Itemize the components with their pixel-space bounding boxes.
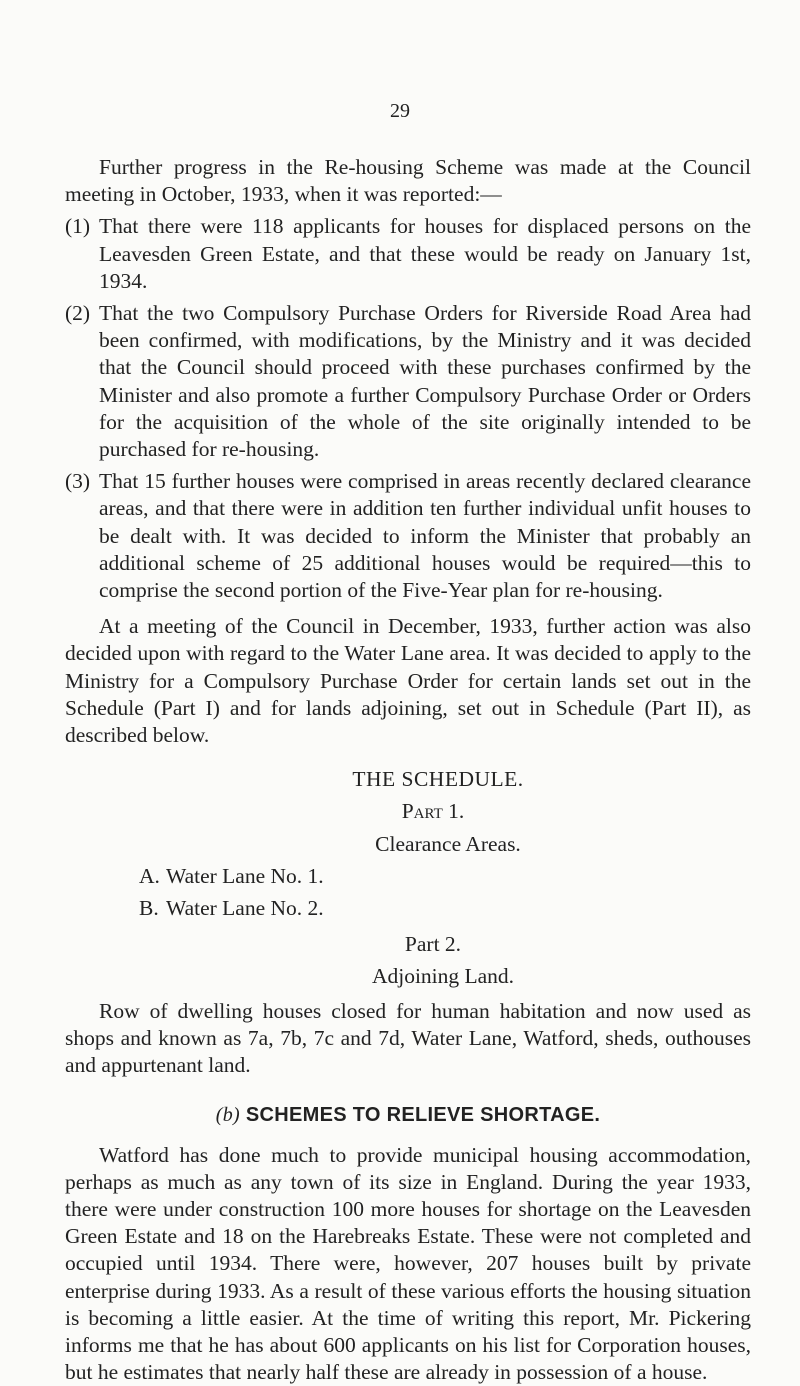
reported-item-2 (65, 300, 751, 463)
area-letter: A. (139, 863, 161, 890)
schedule-title: THE SCHEDULE. (65, 766, 751, 793)
page-number: 29 (0, 100, 800, 123)
area-name: Water Lane No. 1. (166, 864, 324, 888)
document-body (65, 154, 751, 1386)
item-number: (1) (65, 213, 90, 240)
item-text: That 15 further houses were comprised in areas recently declared clearance areas, and that there were in addition ten further individual unfit houses to be dealt with. It was decided to inform the Minister that probably an additional scheme of 25 additional houses would be required—this to comprise the second portion of the Five-Year plan for re-housing. (99, 469, 751, 602)
schedule-part-1-heading: Part 1. (65, 798, 751, 825)
item-number: (2) (65, 300, 90, 327)
intro-paragraph: Further progress in the Re-housing Scheme was made at the Council meeting in October, 1933, when it was reported:— (65, 154, 751, 208)
schedule-part-2-heading: Part 2. (65, 931, 751, 958)
item-text: That the two Compulsory Purchase Orders for Riverside Road Area had been confirmed, with modifications, by the Ministry and it was decided that the Council should proceed with these purchases confirmed by the Minister and also promote a further Compulsory Purchase Order or Orders for the acquisition of the whole of the site originally intended to be purchased for re-housing. (99, 301, 751, 461)
area-letter: B. (139, 895, 161, 922)
adjoining-land-paragraph: Row of dwelling houses closed for human habitation and now used as shops and known as 7a, 7b, 7c and 7d, Water Lane, Watford, sheds, outhouses and appurtenant land. (65, 998, 751, 1080)
clearance-area-b (65, 895, 751, 922)
item-text: That there were 118 applicants for houses for displaced persons on the Leavesden Green Estate, and that these would be ready on January 1st, 1934. (99, 214, 751, 292)
december-paragraph: At a meeting of the Council in December, 1933, further action was also decided upon with regard to the Water Lane area. It was decided to apply to the Ministry for a Compulsory Purchase Order for certain lands set out in the Schedule (Part I) and for lands adjoining, set out in Schedule (Part II), as described below. (65, 613, 751, 749)
area-name: Water Lane No. 2. (166, 896, 324, 920)
clearance-area-a (65, 863, 751, 890)
section-title: SCHEMES TO RELIEVE SHORTAGE. (246, 1104, 600, 1126)
section-b-paragraph: Watford has done much to provide municipal housing accommodation, perhaps as much as any town of its size in England. During the year 1933, there were under construction 100 more houses for shortage on the Leavesden Green Estate and 18 on the Harebreaks Estate. These were not completed and occupied until 1934. There were, however, 207 houses built by private enterprise during 1933. As a result of these various efforts the housing situation is becoming a little easier. At the time of writing this report, Mr. Pickering informs me that he has about 600 applicants on his list for Corporation houses, but he estimates that nearly half these are already in possession of a house. (65, 1142, 751, 1386)
item-number: (3) (65, 468, 90, 495)
section-letter: (b) (216, 1104, 240, 1126)
schedule-part-1-subheading: Clearance Areas. (65, 831, 751, 858)
reported-item-1 (65, 213, 751, 295)
schedule-part-2-subheading: Adjoining Land. (65, 963, 751, 990)
section-b-heading (65, 1102, 751, 1129)
reported-item-3 (65, 468, 751, 604)
